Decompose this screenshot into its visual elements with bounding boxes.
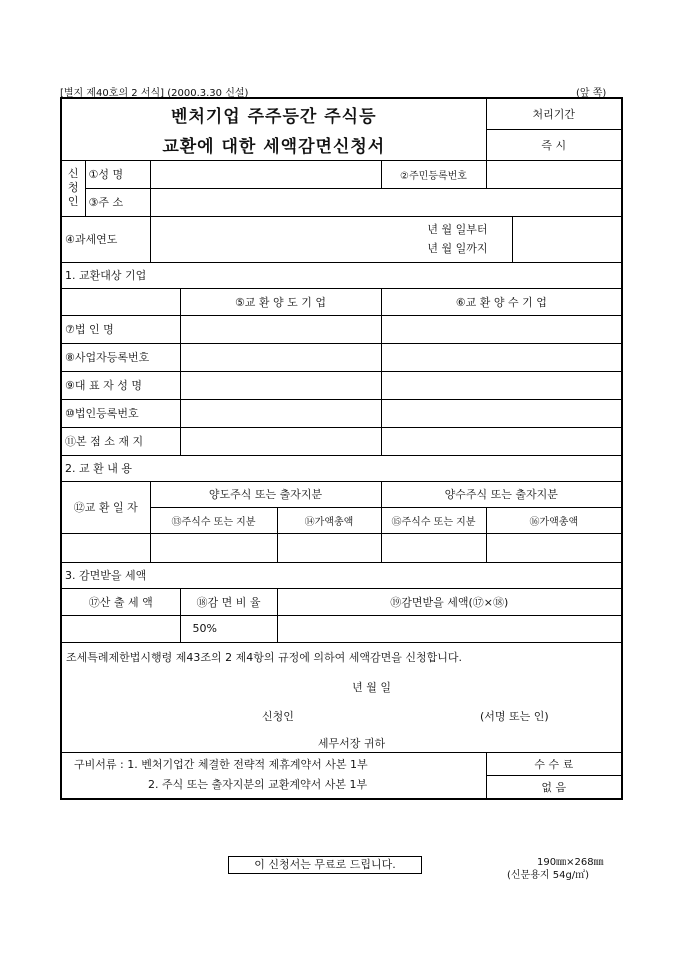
tax-year-field[interactable] bbox=[150, 216, 512, 262]
processing-period-value: 즉 시 bbox=[486, 129, 622, 160]
application-form-table bbox=[60, 97, 623, 800]
rrn-label: ②주민등록번호 bbox=[381, 160, 486, 188]
name-label: ①성 명 bbox=[85, 160, 150, 188]
transferred-shares-header: 양도주식 또는 출자지분 bbox=[150, 481, 381, 507]
declaration-statement: 조세특례제한법시행령 제43조의 2 제4항의 규정에 의하여 세액감면을 신청합니다. bbox=[66, 650, 462, 664]
representative-name-label: ⑨대 표 자 성 명 bbox=[61, 371, 180, 399]
fee-value: 없 음 bbox=[486, 775, 622, 799]
received-total-value-header: ⑯가액총액 bbox=[486, 507, 622, 533]
transferee-head-office-field[interactable] bbox=[381, 427, 622, 455]
reduced-tax-header: ⑲감면받을 세액(⑰×⑱) bbox=[277, 588, 622, 615]
paper-size: 190㎜×268㎜ bbox=[537, 857, 604, 868]
tax-year-from: 년 월 일부터 bbox=[427, 223, 488, 236]
form-title-line2: 교환에 대한 세액감면신청서 bbox=[61, 129, 486, 160]
processing-period-label: 처리기간 bbox=[486, 98, 622, 129]
fee-label: 수 수 료 bbox=[486, 752, 622, 775]
transferee-company-header: ⑥교 환 양 수 기 업 bbox=[381, 288, 622, 315]
received-share-count-header: ⑮주식수 또는 지분 bbox=[381, 507, 486, 533]
tax-office-addressee: 세무서장 귀하 bbox=[317, 736, 386, 750]
rrn-field[interactable] bbox=[486, 160, 622, 188]
required-document-1: 1. 벤처기업간 체결한 전략적 제휴계약서 사본 1부 bbox=[127, 758, 368, 771]
declaration-date: 년 월 일 bbox=[352, 680, 391, 694]
calculated-tax-field[interactable] bbox=[61, 615, 180, 642]
paper-type: (신문용지 54g/㎡) bbox=[507, 870, 590, 881]
page-side-label: (앞 쪽) bbox=[576, 88, 607, 99]
required-documents-label: 구비서류 : bbox=[74, 758, 124, 771]
tax-year-label: ④과세연도 bbox=[61, 216, 150, 262]
received-share-count-field[interactable] bbox=[381, 533, 486, 562]
section1-heading: 1. 교환대상 기업 bbox=[61, 262, 622, 288]
transferred-total-value-field[interactable] bbox=[277, 533, 381, 562]
transferor-representative-field[interactable] bbox=[180, 371, 381, 399]
tax-year-to: 년 월 일까지 bbox=[427, 242, 488, 255]
applicant-sign-label: 신청인 bbox=[262, 709, 294, 723]
name-field[interactable] bbox=[150, 160, 381, 188]
corporate-name-label: ⑦법 인 명 bbox=[61, 315, 180, 343]
transferee-corporate-number-field[interactable] bbox=[381, 399, 622, 427]
form-number: [별지 제40호의 2 서식] (2000.3.30 신설) bbox=[60, 88, 249, 99]
head-office-label: ⑪본 점 소 재 지 bbox=[61, 427, 180, 455]
required-document-2: 2. 주식 또는 출자지분의 교환계약서 사본 1부 bbox=[148, 778, 368, 791]
reduction-rate-header: ⑱감 면 비 율 bbox=[180, 588, 277, 615]
required-documents bbox=[61, 752, 486, 799]
transferee-representative-field[interactable] bbox=[381, 371, 622, 399]
section3-heading: 3. 감면받을 세액 bbox=[61, 562, 622, 588]
transferor-head-office-field[interactable] bbox=[180, 427, 381, 455]
section2-heading: 2. 교 환 내 용 bbox=[61, 455, 622, 481]
transferred-total-value-header: ⑭가액총액 bbox=[277, 507, 381, 533]
business-registration-label: ⑧사업자등록번호 bbox=[61, 343, 180, 371]
transferred-share-count-field[interactable] bbox=[150, 533, 277, 562]
transferor-corporate-name-field[interactable] bbox=[180, 315, 381, 343]
applicant-group-label: 신 청 인 bbox=[61, 160, 85, 216]
address-field[interactable] bbox=[150, 188, 622, 216]
transferor-business-number-field[interactable] bbox=[180, 343, 381, 371]
reduction-rate-value: 50% bbox=[180, 615, 277, 642]
transferred-share-count-header: ⑬주식수 또는 지분 bbox=[150, 507, 277, 533]
form-title-line1: 벤처기업 주주등간 주식등 bbox=[61, 98, 486, 129]
free-form-notice: 이 신청서는 무료로 드립니다. bbox=[228, 856, 422, 874]
declaration-block bbox=[61, 642, 622, 752]
transferee-business-number-field[interactable] bbox=[381, 343, 622, 371]
exchange-date-label: ⑫교 환 일 자 bbox=[61, 481, 150, 533]
corporate-registration-label: ⑩법인등록번호 bbox=[61, 399, 180, 427]
address-label: ③주 소 bbox=[85, 188, 150, 216]
transferor-corporate-number-field[interactable] bbox=[180, 399, 381, 427]
exchange-date-field[interactable] bbox=[61, 533, 150, 562]
transferor-company-header: ⑤교 환 양 도 기 업 bbox=[180, 288, 381, 315]
transferee-corporate-name-field[interactable] bbox=[381, 315, 622, 343]
calculated-tax-header: ⑰산 출 세 액 bbox=[61, 588, 180, 615]
received-shares-header: 양수주식 또는 출자지분 bbox=[381, 481, 622, 507]
signature-or-seal[interactable]: (서명 또는 인) bbox=[480, 709, 549, 723]
received-total-value-field[interactable] bbox=[486, 533, 622, 562]
reduced-tax-field[interactable] bbox=[277, 615, 622, 642]
